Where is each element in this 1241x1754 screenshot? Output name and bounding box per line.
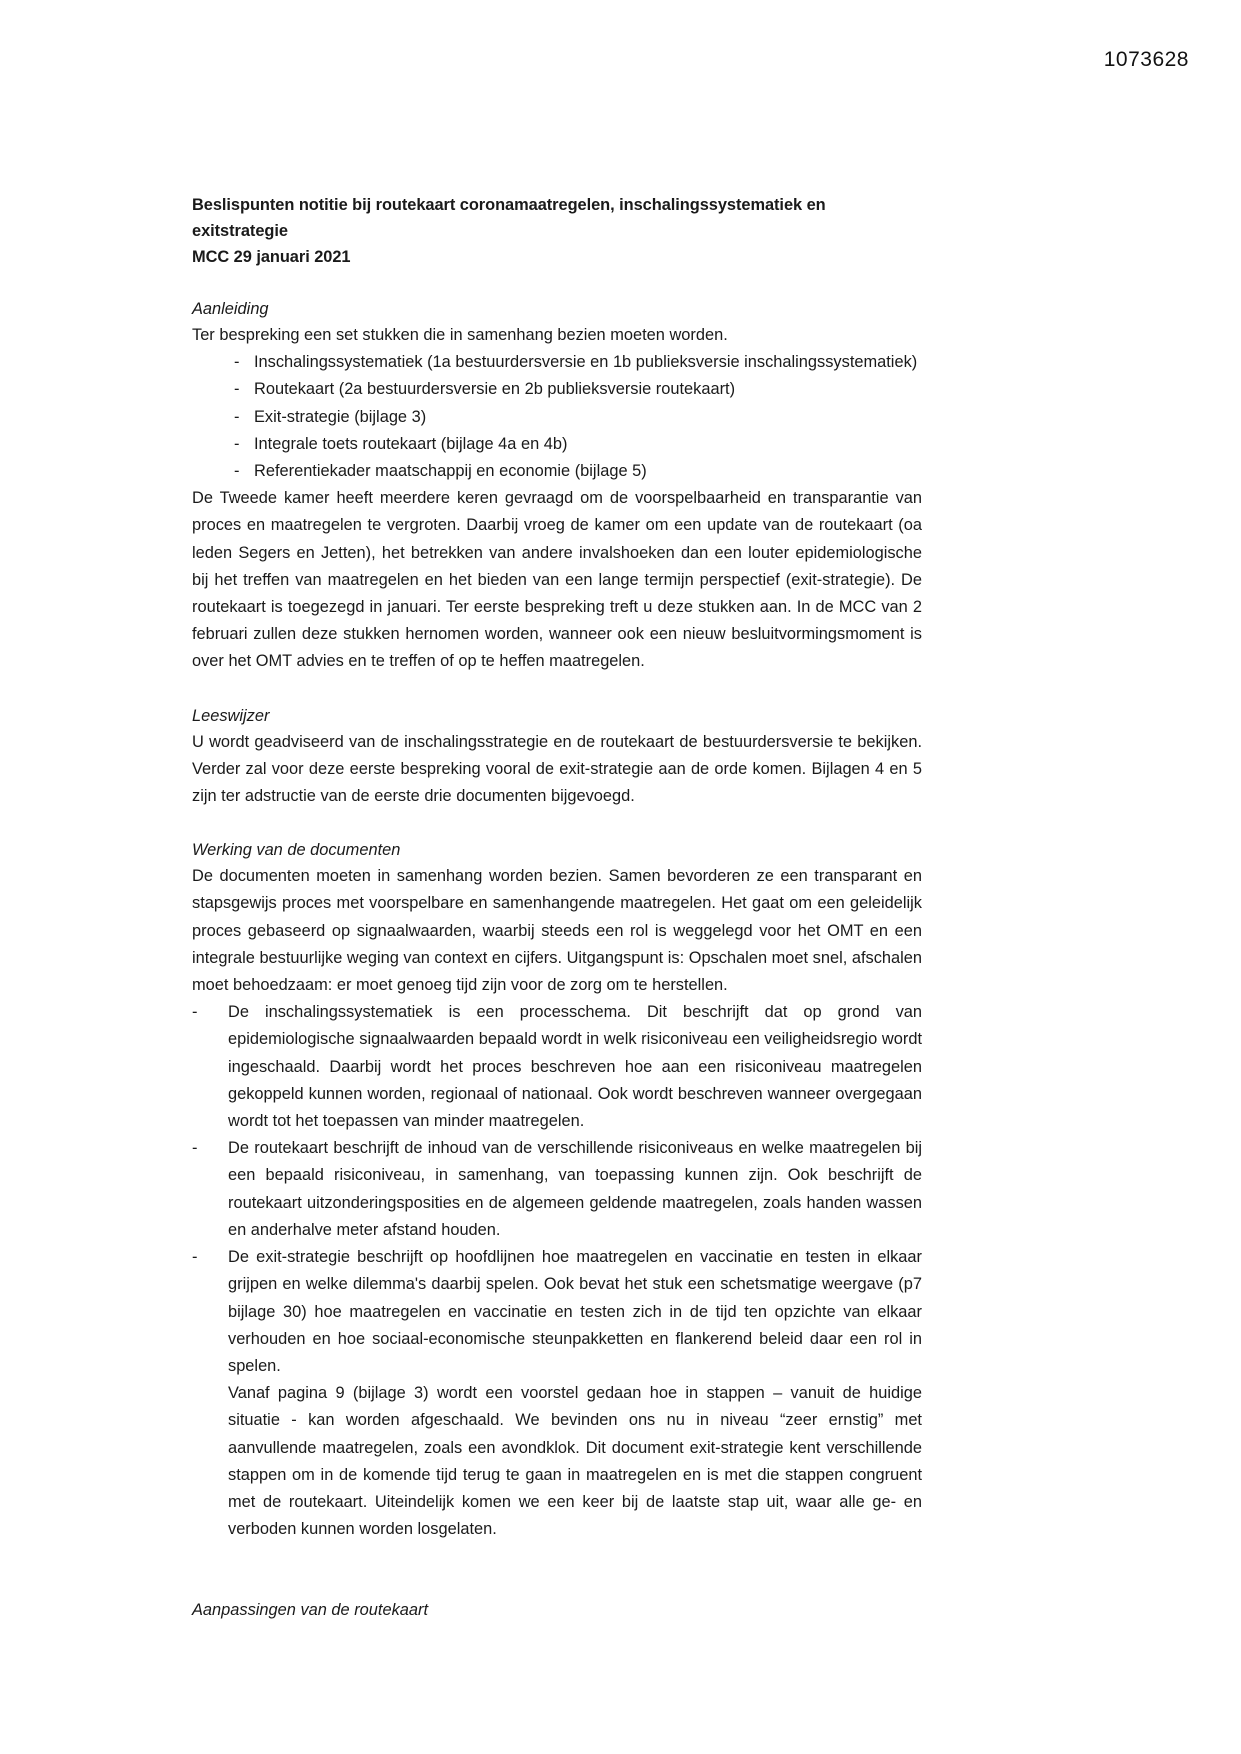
- heading-aanleiding: Aanleiding: [192, 300, 269, 318]
- aanleiding-intro: Ter bespreking een set stukken die in samenhang bezien moeten worden.: [192, 326, 728, 344]
- section-spacer: [192, 676, 922, 703]
- document-title-line-1: Beslispunten notitie bij routekaart coronamaatregelen, inschalingssystematiek en exitstrategie: [192, 196, 826, 240]
- heading-aanpassingen-van-de-routekaart: Aanpassingen van de routekaart: [192, 1601, 429, 1620]
- list-item: - Referentiekader maatschappij en economie (bijlage 5): [192, 458, 922, 485]
- document-title: [192, 192, 922, 270]
- werking-paragraph: De documenten moeten in samenhang worden bezien. Samen bevorderen ze een transparant en stapsgewijs proces met voorspelbare en samenhangende maatregelen. Het gaat om een geleidelijk proces gebaseerd op signaalwaarden, waarbij steeds een rol is weggelegd voor het OMT en een integrale bestuurlijke weging van context en cijfers. Uitgangspunt is: Opschalen moet snel, afschalen moet behoedzaam: er moet genoeg tijd zijn voor de zorg om te herstellen.: [192, 867, 922, 995]
- list-item: - Exit-strategie (bijlage 3): [192, 404, 922, 431]
- werking-closing-paragraph: Vanaf pagina 9 (bijlage 3) wordt een voorstel gedaan hoe in stappen – vanuit de huidige situatie - kan worden afgeschaald. We bevinden ons nu in niveau “zeer ernstig” met aanvullende maatregelen, zoals een avondklok. Dit document exit-strategie kent verschillende stappen om in de komende tijd terug te gaan in maatregelen en is met die stappen congruent met de routekaart. Uiteindelijk komen we een keer bij de laatste stap uit, waar alle ge- en verboden kunnen worden losgelaten.: [228, 1384, 922, 1539]
- aanleiding-paragraph: De Tweede kamer heeft meerdere keren gevraagd om de voorspelbaarheid en transparantie van proces en maatregelen te vergroten. Daarbij vroeg de kamer om een update van de routekaart (oa leden Segers en Jetten), het betrekken van andere invalshoeken dan een louter epidemiologische bij het treffen van maatregelen en het bieden van een lange termijn perspectief (exit-strategie). De routekaart is toegezegd in januari. Ter eerste bespreking treft u deze stukken aan. In de MCC van 2 februari zullen deze stukken hernomen worden, wanneer ook een nieuw besluitvormingsmoment is over het OMT advies en te treffen of op te heffen maatregelen.: [192, 489, 922, 671]
- heading-leeswijzer: Leeswijzer: [192, 706, 270, 725]
- heading-werking-van-de-documenten: Werking van de documenten: [192, 841, 401, 860]
- werking-document-list: [192, 999, 922, 1380]
- document-body: [192, 192, 922, 1623]
- list-item: - De routekaart beschrijft de inhoud van de verschillende risiconiveaus en welke maatregelen bij een bepaald risiconiveau, in samenhang, van toepassing kunnen zijn. Ook beschrijft de routekaart uitzonderingsposities en de algemeen geldende maatregelen, zoals handen wassen en anderhalve meter afstand houden.: [192, 1135, 922, 1244]
- list-item: - Inschalingssystematiek (1a bestuurdersversie en 1b publieksversie inschalingssystematiek): [192, 349, 922, 376]
- document-id-number: 1073628: [1103, 48, 1189, 71]
- list-item: - Routekaart (2a bestuurdersversie en 2b publieksversie routekaart): [192, 376, 922, 403]
- leeswijzer-paragraph: U wordt geadviseerd van de inschalingsstrategie en de routekaart de bestuurdersversie te bekijken. Verder zal voor deze eerste bespreking vooral de exit-strategie aan de orde komen. Bijlagen 4 en 5 zijn ter adstructie van de eerste drie documenten bijgevoegd.: [192, 732, 922, 806]
- list-item: - De exit-strategie beschrijft op hoofdlijnen hoe maatregelen en vaccinatie en testen in elkaar grijpen en welke dilemma's daarbij spelen. Ook bevat het stuk een schetsmatige weergave (p7 bijlage 30) hoe maatregelen en vaccinatie en testen zich in de tijd ten opzichte van elkaar verhouden en hoe sociaal-economische steunpakketten en flankerend beleid daar een rol in spelen.: [192, 1244, 922, 1380]
- list-item: - De inschalingssystematiek is een processchema. Dit beschrijft dat op grond van epidemiologische signaalwaarden bepaald wordt in welk risiconiveau een veiligheidsregio wordt ingeschaald. Daarbij wordt het proces beschreven hoe aan een risiconiveau maatregelen gekoppeld kunnen worden, regionaal of nationaal. Ook wordt beschreven wanneer overgegaan wordt tot het toepassen van minder maatregelen.: [192, 999, 922, 1135]
- list-item: - Integrale toets routekaart (bijlage 4a en 4b): [192, 431, 922, 458]
- document-title-line-2: MCC 29 januari 2021: [192, 248, 351, 266]
- aanleiding-document-list: [192, 349, 922, 485]
- section-spacer: [192, 810, 922, 837]
